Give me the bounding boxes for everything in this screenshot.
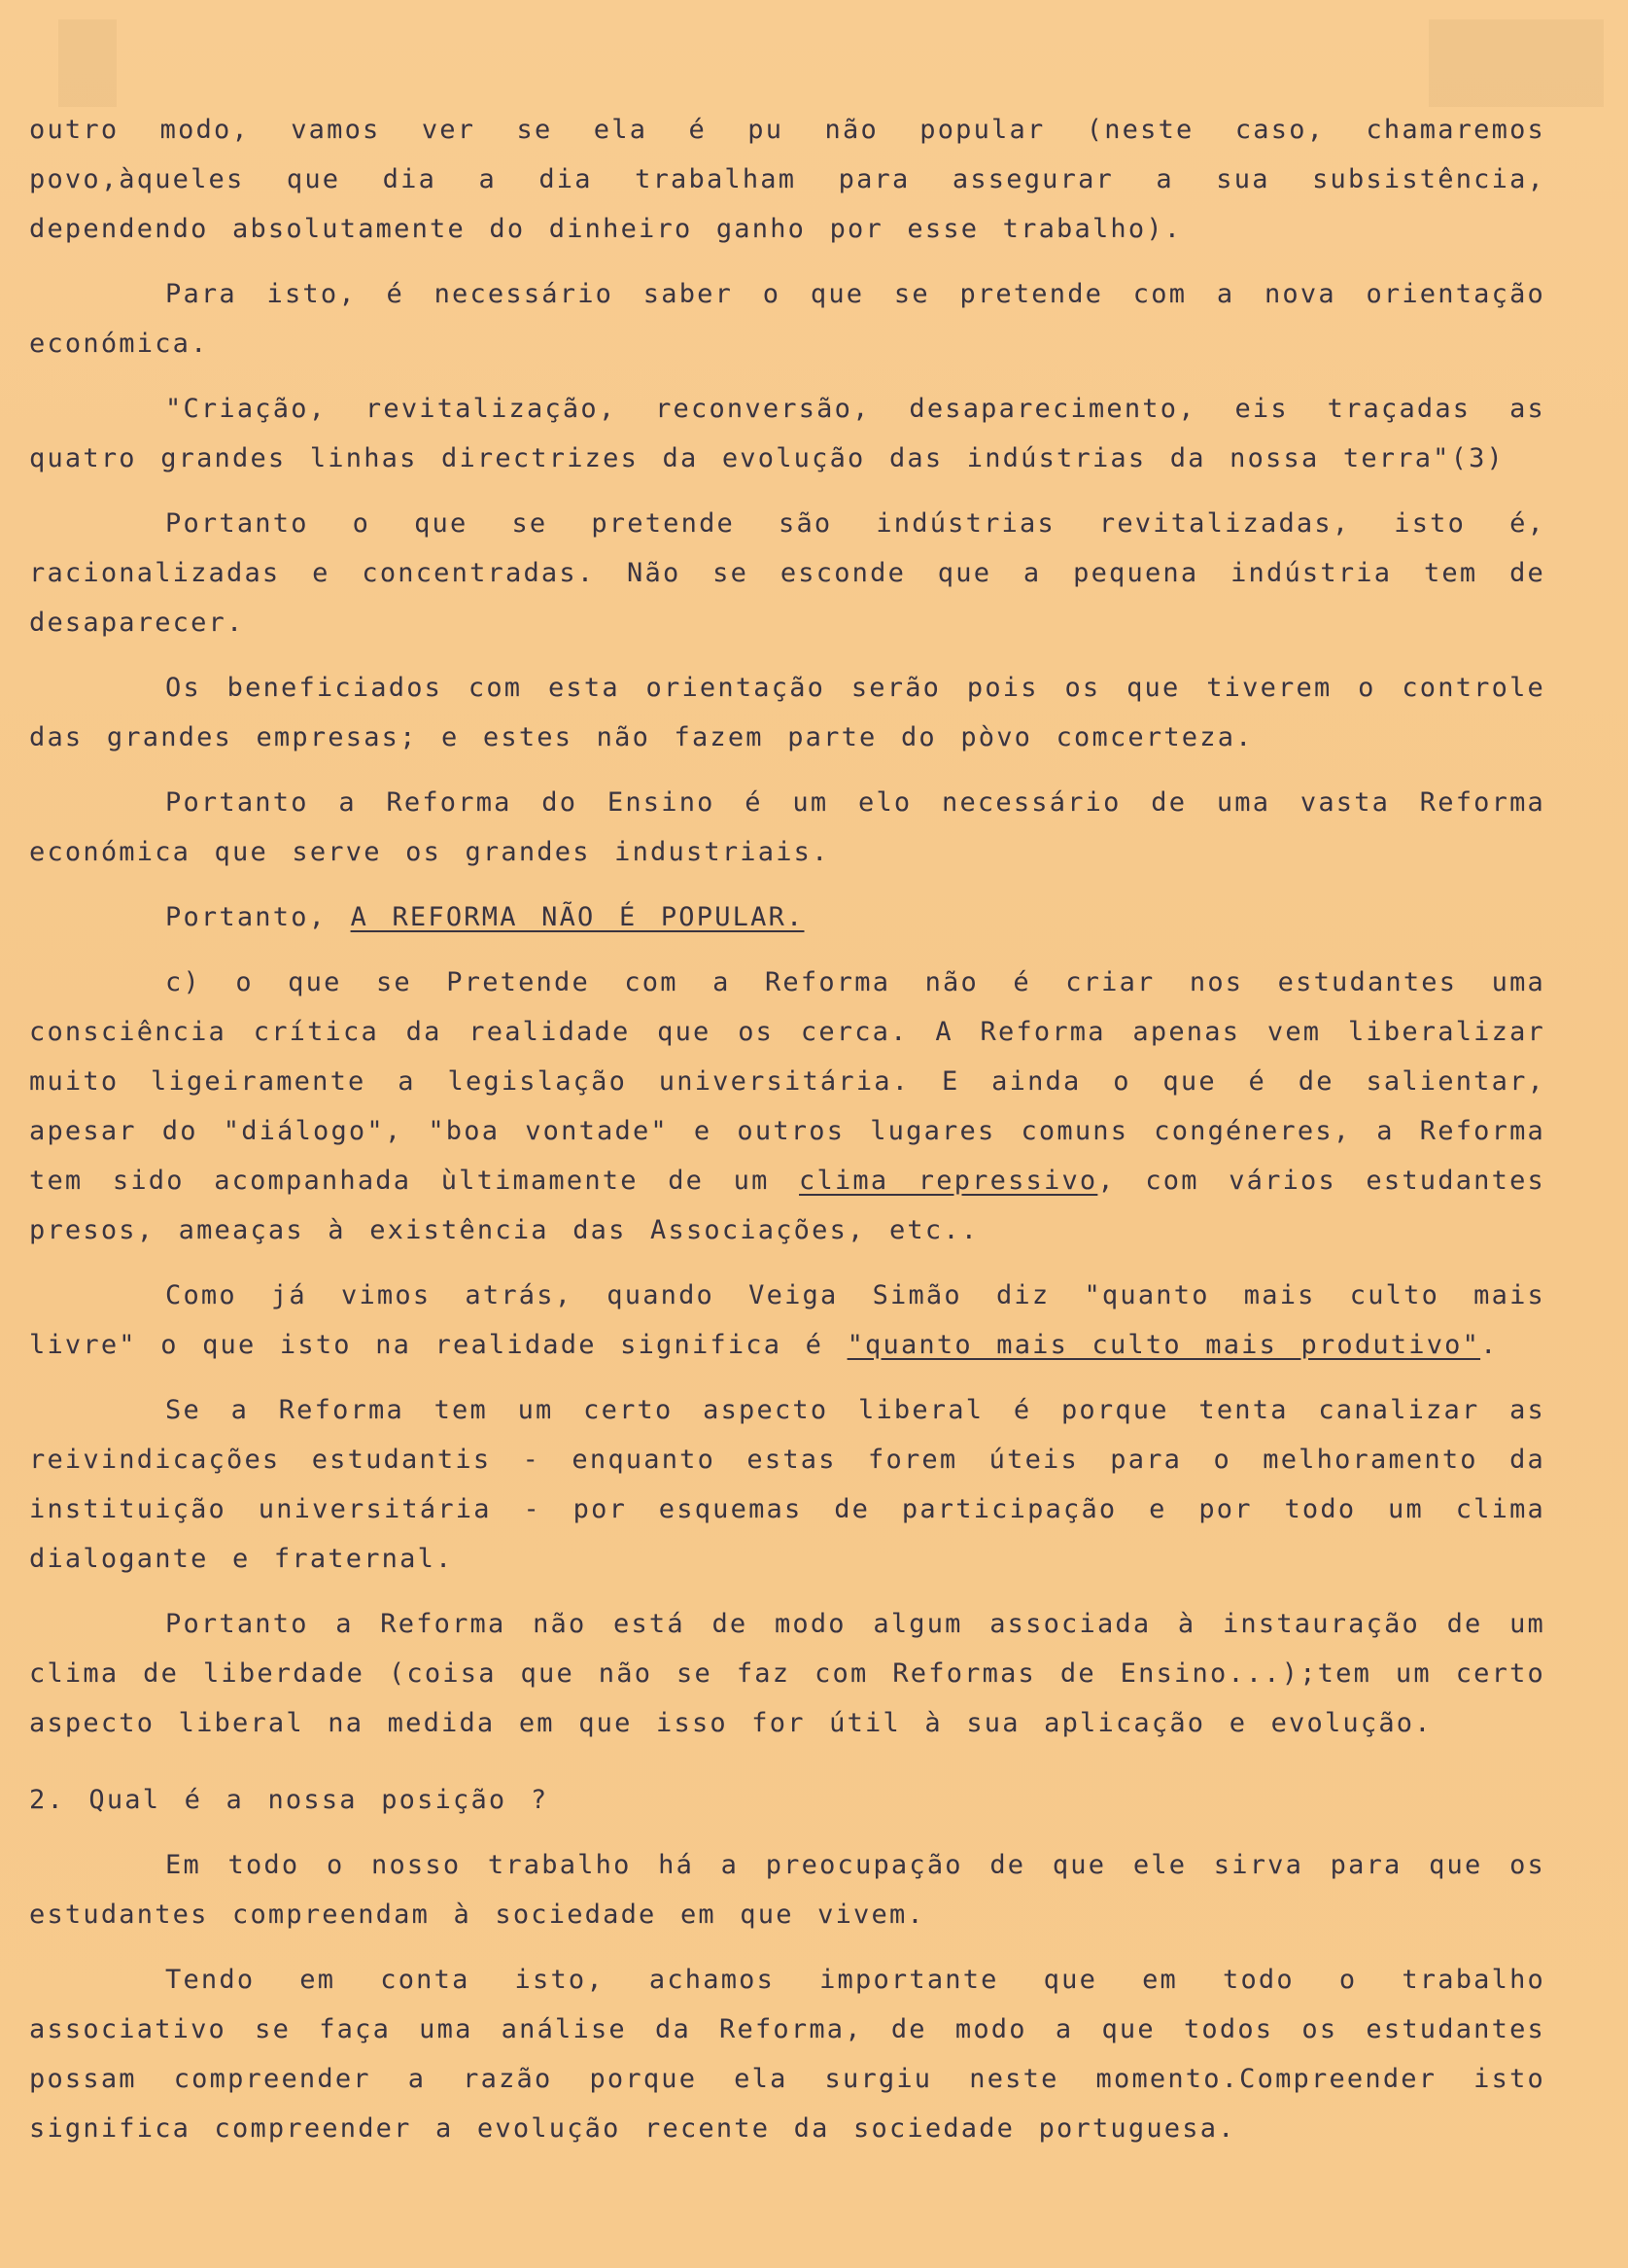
bleed-through-mark [58,19,117,107]
paragraph-p6 [29,778,1545,877]
text-segment: Se a Reforma tem um certo aspecto liberal é porque tenta canalizar as reivindicações estudantis - enquanto estas forem úteis para o melhoramento da instituição universitária - por esquemas de participação e por todo um clima dialogante e fraternal. [29,1395,1545,1574]
text-segment: Como já vimos atrás, quando Veiga Simão diz "quanto mais culto mais livre" o que isto na realidade significa é [29,1280,1545,1360]
text-segment: c) o que se Pretende com a Reforma não é criar nos estudantes uma consciência crítica da realidade que os cerca. A Reforma apenas vem liberalizar muito ligeiramente a legislação universitária. E ainda o que é de salientar, apesar do "diálogo", "boa vontade" e outros lugares comuns congéneres, a Reforma tem sido acompanhada ùltimamente de um [29,967,1545,1196]
text-segment: "Criação, revitalização, reconversão, desaparecimento, eis traçadas as quatro grandes linhas directrizes da evolução das indústrias da nossa terra"(3) [29,394,1545,473]
paragraph-p4 [29,499,1545,647]
text-segment: outro modo, vamos ver se ela é pu não popular (neste caso, chamaremos povo,àqueles que dia a dia trabalham para assegurar a sua subsistência, dependendo absolutamente do dinheiro ganho por esse trabalho). [29,115,1545,244]
paragraph-p10 [29,1385,1545,1584]
paragraph-p7 [29,892,1545,942]
paragraph-p13 [29,1840,1545,1939]
text-segment: Os beneficiados com esta orientação serão pois os que tiverem o controle das grandes empresas; e estes não fazem parte do pòvo comcerteza. [29,673,1545,752]
text-segment: Tendo em conta isto, achamos importante que em todo o trabalho associativo se faça uma análise da Reforma, de modo a que todos os estudantes possam compreender a razão porque ela surgiu neste momento.Compreender isto significa compreender a evolução recente da sociedade portuguesa. [29,1965,1545,2144]
paragraph-p2 [29,269,1545,368]
paragraph-p14 [29,1955,1545,2153]
underlined-text: clima repressivo [799,1166,1098,1196]
text-segment: Em todo o nosso trabalho há a preocupação de que ele sirva para que os estudantes compreendam à sociedade em que vivem. [29,1850,1545,1930]
paragraph-p9 [29,1271,1545,1370]
text-segment: . [1480,1330,1499,1360]
text-segment: , com vários estudantes presos, ameaças à existência das Associações, etc.. [29,1166,1545,1245]
text-segment: Portanto a Reforma do Ensino é um elo necessário de uma vasta Reforma económica que serve os grandes industriais. [29,787,1545,867]
text-segment: Portanto a Reforma não está de modo algum associada à instauração de um clima de liberdade (coisa que não se faz com Reformas de Ensino...);tem um certo aspecto liberal na medida em que isso for útil à sua aplicação e evolução. [29,1609,1545,1738]
paragraph-p12 [29,1775,1545,1825]
paragraph-p1 [29,105,1545,254]
paragraph-p5 [29,663,1545,762]
document-body [29,105,1545,2169]
text-segment: Para isto, é necessário saber o que se pretende com a nova orientação económica. [29,279,1545,359]
paragraph-p11 [29,1599,1545,1748]
bleed-through-mark [1429,19,1604,107]
paragraph-p3 [29,384,1545,483]
text-segment: Portanto o que se pretende são indústrias revitalizadas, isto é, racionalizadas e concentradas. Não se esconde que a pequena indústria tem de desaparecer. [29,508,1545,638]
underlined-text: "quanto mais culto mais produtivo" [847,1330,1481,1360]
underlined-text: A REFORMA NÃO É POPULAR. [350,902,805,932]
paragraph-p8 [29,958,1545,1255]
text-segment: 2. Qual é a nossa posição ? [29,1785,549,1815]
text-segment: Portanto, [165,902,351,932]
